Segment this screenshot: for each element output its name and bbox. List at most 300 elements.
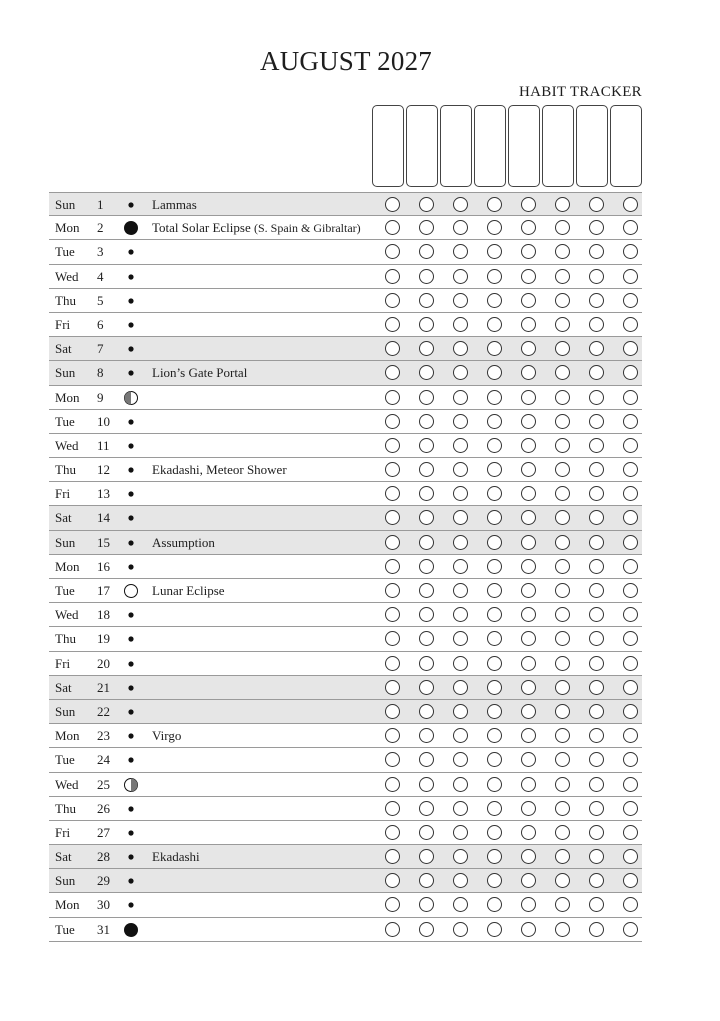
habit-check-circle[interactable] [385, 680, 400, 695]
day-dot-icon [123, 748, 139, 772]
habit-check-circle[interactable] [521, 535, 536, 550]
habit-check-circle[interactable] [453, 390, 468, 405]
habit-checkbox-group [377, 773, 642, 797]
habit-check-circle[interactable] [589, 752, 604, 767]
habit-check-circle[interactable] [385, 897, 400, 912]
habit-check-circle[interactable] [589, 197, 604, 212]
habit-checkbox-group [377, 676, 642, 700]
habit-check-circle[interactable] [419, 583, 434, 598]
habit-check-circle[interactable] [453, 873, 468, 888]
habit-check-circle[interactable] [385, 486, 400, 501]
habit-check-circle[interactable] [385, 873, 400, 888]
habit-check-circle[interactable] [521, 607, 536, 622]
habit-check-circle[interactable] [419, 680, 434, 695]
habit-check-circle[interactable] [623, 752, 638, 767]
habit-check-circle[interactable] [555, 535, 570, 550]
habit-check-circle[interactable] [453, 607, 468, 622]
day-dot-icon [123, 821, 139, 845]
habit-check-circle[interactable] [385, 510, 400, 525]
day-row-7 [49, 337, 642, 361]
habit-check-circle[interactable] [419, 244, 434, 259]
habit-check-circle[interactable] [589, 414, 604, 429]
habit-check-circle[interactable] [385, 244, 400, 259]
habit-check-circle[interactable] [453, 656, 468, 671]
habit-check-circle[interactable] [487, 825, 502, 840]
habit-check-circle[interactable] [487, 269, 502, 284]
day-dot-icon [123, 313, 139, 337]
habit-check-circle[interactable] [385, 293, 400, 308]
habit-check-circle[interactable] [487, 390, 502, 405]
habit-check-circle[interactable] [453, 535, 468, 550]
habit-check-circle[interactable] [419, 365, 434, 380]
habit-check-circle[interactable] [623, 728, 638, 743]
habit-check-circle[interactable] [589, 269, 604, 284]
habit-check-circle[interactable] [385, 704, 400, 719]
habit-check-circle[interactable] [589, 922, 604, 937]
habit-check-circle[interactable] [555, 390, 570, 405]
habit-check-circle[interactable] [623, 704, 638, 719]
event-label [152, 579, 225, 603]
habit-check-circle[interactable] [453, 704, 468, 719]
habit-check-circle[interactable] [385, 801, 400, 816]
habit-check-circle[interactable] [623, 220, 638, 235]
habit-check-circle[interactable] [589, 656, 604, 671]
habit-check-circle[interactable] [521, 365, 536, 380]
habit-check-circle[interactable] [521, 462, 536, 477]
habit-check-circle[interactable] [453, 922, 468, 937]
habit-check-circle[interactable] [623, 390, 638, 405]
habit-check-circle[interactable] [419, 269, 434, 284]
habit-check-circle[interactable] [453, 438, 468, 453]
habit-check-circle[interactable] [419, 801, 434, 816]
habit-check-circle[interactable] [521, 438, 536, 453]
habit-check-circle[interactable] [555, 244, 570, 259]
habit-check-circle[interactable] [623, 341, 638, 356]
habit-check-circle[interactable] [521, 752, 536, 767]
habit-check-circle[interactable] [623, 438, 638, 453]
habit-check-circle[interactable] [555, 897, 570, 912]
habit-check-circle[interactable] [521, 559, 536, 574]
habit-check-circle[interactable] [453, 365, 468, 380]
day-row-9 [49, 386, 642, 410]
habit-check-circle[interactable] [419, 849, 434, 864]
habit-check-circle[interactable] [419, 728, 434, 743]
habit-check-circle[interactable] [487, 728, 502, 743]
habit-check-circle[interactable] [521, 656, 536, 671]
habit-check-circle[interactable] [623, 801, 638, 816]
day-number: 7 [97, 341, 104, 357]
habit-check-circle[interactable] [589, 220, 604, 235]
habit-check-circle[interactable] [623, 244, 638, 259]
habit-check-circle[interactable] [487, 365, 502, 380]
habit-check-circle[interactable] [453, 680, 468, 695]
habit-check-circle[interactable] [589, 777, 604, 792]
day-of-week: Sat [55, 849, 72, 865]
habit-check-circle[interactable] [419, 656, 434, 671]
habit-check-circle[interactable] [487, 704, 502, 719]
habit-checkbox-group [377, 313, 642, 337]
habit-check-circle[interactable] [589, 535, 604, 550]
habit-check-circle[interactable] [589, 897, 604, 912]
habit-check-circle[interactable] [623, 583, 638, 598]
habit-check-circle[interactable] [487, 486, 502, 501]
habit-check-circle[interactable] [453, 269, 468, 284]
habit-check-circle[interactable] [487, 656, 502, 671]
habit-check-circle[interactable] [623, 269, 638, 284]
habit-check-circle[interactable] [589, 631, 604, 646]
day-number: 4 [97, 268, 104, 284]
day-row-12 [49, 458, 642, 482]
habit-check-circle[interactable] [419, 631, 434, 646]
habit-check-circle[interactable] [555, 631, 570, 646]
habit-check-circle[interactable] [555, 365, 570, 380]
habit-check-circle[interactable] [521, 897, 536, 912]
habit-check-circle[interactable] [555, 341, 570, 356]
habit-check-circle[interactable] [589, 510, 604, 525]
habit-check-circle[interactable] [453, 462, 468, 477]
habit-check-circle[interactable] [555, 269, 570, 284]
habit-check-circle[interactable] [555, 438, 570, 453]
habit-check-circle[interactable] [555, 656, 570, 671]
habit-check-circle[interactable] [453, 752, 468, 767]
day-dot-icon [123, 337, 139, 361]
day-row-10 [49, 410, 642, 434]
habit-check-circle[interactable] [487, 510, 502, 525]
day-number: 13 [97, 486, 110, 502]
habit-check-circle[interactable] [521, 583, 536, 598]
habit-check-circle[interactable] [385, 849, 400, 864]
habit-check-circle[interactable] [521, 510, 536, 525]
habit-check-circle[interactable] [623, 656, 638, 671]
day-of-week: Tue [55, 413, 75, 429]
habit-name-box-8[interactable] [610, 105, 642, 187]
habit-check-circle[interactable] [385, 583, 400, 598]
habit-check-circle[interactable] [385, 462, 400, 477]
day-of-week: Thu [55, 631, 76, 647]
habit-check-circle[interactable] [555, 510, 570, 525]
habit-check-circle[interactable] [385, 390, 400, 405]
habit-check-circle[interactable] [623, 680, 638, 695]
habit-check-circle[interactable] [521, 390, 536, 405]
habit-check-circle[interactable] [487, 293, 502, 308]
habit-check-circle[interactable] [419, 825, 434, 840]
habit-checkbox-group [377, 193, 642, 217]
habit-check-circle[interactable] [589, 365, 604, 380]
habit-check-circle[interactable] [385, 728, 400, 743]
habit-check-circle[interactable] [487, 873, 502, 888]
habit-check-circle[interactable] [623, 197, 638, 212]
habit-check-circle[interactable] [419, 704, 434, 719]
habit-check-circle[interactable] [521, 777, 536, 792]
habit-check-circle[interactable] [385, 365, 400, 380]
habit-check-circle[interactable] [419, 922, 434, 937]
habit-check-circle[interactable] [521, 728, 536, 743]
habit-check-circle[interactable] [385, 317, 400, 332]
habit-check-circle[interactable] [453, 220, 468, 235]
habit-name-box-1[interactable] [372, 105, 404, 187]
habit-check-circle[interactable] [623, 777, 638, 792]
new-moon-icon [123, 918, 139, 942]
habit-check-circle[interactable] [487, 220, 502, 235]
habit-check-circle[interactable] [419, 486, 434, 501]
habit-check-circle[interactable] [419, 414, 434, 429]
habit-check-circle[interactable] [555, 849, 570, 864]
habit-check-circle[interactable] [385, 220, 400, 235]
habit-check-circle[interactable] [589, 607, 604, 622]
habit-check-circle[interactable] [521, 293, 536, 308]
habit-check-circle[interactable] [419, 777, 434, 792]
habit-check-circle[interactable] [487, 583, 502, 598]
habit-check-circle[interactable] [623, 607, 638, 622]
day-of-week: Wed [55, 437, 79, 453]
habit-check-circle[interactable] [419, 873, 434, 888]
day-of-week: Sat [55, 510, 72, 526]
habit-check-circle[interactable] [487, 897, 502, 912]
habit-check-circle[interactable] [589, 317, 604, 332]
habit-check-circle[interactable] [487, 317, 502, 332]
habit-check-circle[interactable] [521, 220, 536, 235]
habit-check-circle[interactable] [521, 631, 536, 646]
habit-check-circle[interactable] [385, 438, 400, 453]
habit-check-circle[interactable] [623, 631, 638, 646]
habit-check-circle[interactable] [623, 535, 638, 550]
habit-check-circle[interactable] [623, 317, 638, 332]
habit-check-circle[interactable] [453, 849, 468, 864]
day-number: 21 [97, 679, 110, 695]
day-dot-icon [123, 458, 139, 482]
first-quarter-icon [123, 386, 139, 410]
day-row-13 [49, 482, 642, 506]
habit-checkbox-group [377, 265, 642, 289]
habit-check-circle[interactable] [555, 680, 570, 695]
habit-check-circle[interactable] [419, 317, 434, 332]
habit-check-circle[interactable] [589, 801, 604, 816]
habit-check-circle[interactable] [521, 486, 536, 501]
habit-check-circle[interactable] [623, 293, 638, 308]
habit-check-circle[interactable] [385, 777, 400, 792]
habit-check-circle[interactable] [589, 390, 604, 405]
habit-check-circle[interactable] [487, 438, 502, 453]
habit-checkbox-group [377, 724, 642, 748]
habit-check-circle[interactable] [453, 293, 468, 308]
habit-check-circle[interactable] [385, 631, 400, 646]
habit-check-circle[interactable] [589, 825, 604, 840]
habit-checkbox-group [377, 579, 642, 603]
habit-check-circle[interactable] [487, 559, 502, 574]
habit-check-circle[interactable] [453, 510, 468, 525]
habit-check-circle[interactable] [487, 752, 502, 767]
habit-check-circle[interactable] [487, 607, 502, 622]
habit-check-circle[interactable] [555, 486, 570, 501]
habit-check-circle[interactable] [385, 559, 400, 574]
habit-check-circle[interactable] [521, 414, 536, 429]
habit-check-circle[interactable] [623, 559, 638, 574]
habit-check-circle[interactable] [555, 583, 570, 598]
habit-check-circle[interactable] [623, 414, 638, 429]
habit-check-circle[interactable] [419, 197, 434, 212]
habit-check-circle[interactable] [487, 631, 502, 646]
habit-check-circle[interactable] [555, 414, 570, 429]
day-dot-icon [123, 506, 139, 530]
day-dot-icon [123, 603, 139, 627]
habit-check-circle[interactable] [385, 269, 400, 284]
habit-check-circle[interactable] [419, 897, 434, 912]
habit-check-circle[interactable] [589, 728, 604, 743]
habit-check-circle[interactable] [555, 777, 570, 792]
habit-check-circle[interactable] [419, 752, 434, 767]
habit-check-circle[interactable] [589, 438, 604, 453]
habit-check-circle[interactable] [555, 752, 570, 767]
habit-check-circle[interactable] [419, 438, 434, 453]
habit-check-circle[interactable] [589, 704, 604, 719]
day-number: 8 [97, 365, 104, 381]
habit-check-circle[interactable] [555, 220, 570, 235]
habit-check-circle[interactable] [419, 293, 434, 308]
habit-check-circle[interactable] [521, 197, 536, 212]
habit-check-circle[interactable] [555, 825, 570, 840]
habit-checkbox-group [377, 386, 642, 410]
habit-check-circle[interactable] [555, 704, 570, 719]
day-of-week: Sun [55, 873, 76, 889]
habit-check-circle[interactable] [385, 656, 400, 671]
habit-check-circle[interactable] [487, 777, 502, 792]
habit-check-circle[interactable] [623, 849, 638, 864]
habit-check-circle[interactable] [623, 486, 638, 501]
habit-check-circle[interactable] [419, 535, 434, 550]
habit-check-circle[interactable] [555, 559, 570, 574]
habit-check-circle[interactable] [487, 922, 502, 937]
habit-check-circle[interactable] [487, 341, 502, 356]
habit-check-circle[interactable] [555, 293, 570, 308]
habit-check-circle[interactable] [453, 197, 468, 212]
habit-check-circle[interactable] [589, 462, 604, 477]
habit-check-circle[interactable] [623, 462, 638, 477]
habit-check-circle[interactable] [419, 341, 434, 356]
habit-check-circle[interactable] [385, 922, 400, 937]
habit-check-circle[interactable] [555, 728, 570, 743]
habit-check-circle[interactable] [385, 535, 400, 550]
habit-check-circle[interactable] [453, 244, 468, 259]
habit-check-circle[interactable] [555, 462, 570, 477]
habit-check-circle[interactable] [555, 317, 570, 332]
habit-name-box-2[interactable] [406, 105, 438, 187]
habit-check-circle[interactable] [521, 704, 536, 719]
habit-check-circle[interactable] [487, 462, 502, 477]
habit-check-circle[interactable] [589, 583, 604, 598]
day-of-week: Sun [55, 197, 76, 212]
habit-check-circle[interactable] [521, 341, 536, 356]
habit-check-circle[interactable] [555, 873, 570, 888]
habit-check-circle[interactable] [453, 777, 468, 792]
last-quarter-icon [123, 773, 139, 797]
habit-name-box-6[interactable] [542, 105, 574, 187]
habit-check-circle[interactable] [453, 631, 468, 646]
habit-check-circle[interactable] [589, 244, 604, 259]
habit-check-circle[interactable] [555, 801, 570, 816]
day-number: 14 [97, 510, 110, 526]
habit-check-circle[interactable] [385, 752, 400, 767]
habit-check-circle[interactable] [555, 607, 570, 622]
day-row-29 [49, 869, 642, 893]
habit-check-circle[interactable] [555, 197, 570, 212]
habit-check-circle[interactable] [419, 390, 434, 405]
habit-check-circle[interactable] [487, 849, 502, 864]
habit-check-circle[interactable] [419, 607, 434, 622]
habit-check-circle[interactable] [623, 922, 638, 937]
habit-check-circle[interactable] [453, 486, 468, 501]
day-row-21 [49, 676, 642, 700]
habit-check-circle[interactable] [521, 922, 536, 937]
habit-name-box-4[interactable] [474, 105, 506, 187]
habit-check-circle[interactable] [589, 293, 604, 308]
habit-check-circle[interactable] [419, 559, 434, 574]
habit-check-circle[interactable] [453, 559, 468, 574]
habit-check-circle[interactable] [419, 220, 434, 235]
habit-check-circle[interactable] [487, 680, 502, 695]
habit-check-circle[interactable] [623, 510, 638, 525]
habit-check-circle[interactable] [453, 728, 468, 743]
habit-check-circle[interactable] [453, 414, 468, 429]
habit-check-circle[interactable] [589, 873, 604, 888]
habit-check-circle[interactable] [589, 341, 604, 356]
habit-check-circle[interactable] [453, 825, 468, 840]
habit-check-circle[interactable] [521, 801, 536, 816]
habit-name-box-5[interactable] [508, 105, 540, 187]
habit-check-circle[interactable] [521, 317, 536, 332]
habit-check-circle[interactable] [385, 414, 400, 429]
habit-check-circle[interactable] [521, 825, 536, 840]
habit-check-circle[interactable] [419, 510, 434, 525]
habit-check-circle[interactable] [487, 414, 502, 429]
habit-checkbox-group [377, 240, 642, 264]
habit-check-circle[interactable] [453, 317, 468, 332]
habit-check-circle[interactable] [589, 486, 604, 501]
habit-check-circle[interactable] [589, 559, 604, 574]
habit-check-circle[interactable] [521, 244, 536, 259]
habit-check-circle[interactable] [589, 849, 604, 864]
habit-check-circle[interactable] [521, 849, 536, 864]
habit-check-circle[interactable] [623, 873, 638, 888]
habit-check-circle[interactable] [453, 801, 468, 816]
habit-check-circle[interactable] [555, 922, 570, 937]
habit-check-circle[interactable] [521, 680, 536, 695]
habit-checkbox-group [377, 216, 642, 240]
habit-check-circle[interactable] [487, 244, 502, 259]
habit-check-circle[interactable] [623, 897, 638, 912]
habit-check-circle[interactable] [623, 365, 638, 380]
habit-checkbox-group [377, 821, 642, 845]
habit-check-circle[interactable] [453, 341, 468, 356]
habit-check-circle[interactable] [385, 825, 400, 840]
habit-check-circle[interactable] [385, 607, 400, 622]
habit-check-circle[interactable] [589, 680, 604, 695]
habit-check-circle[interactable] [385, 341, 400, 356]
habit-name-box-3[interactable] [440, 105, 472, 187]
habit-check-circle[interactable] [487, 535, 502, 550]
habit-check-circle[interactable] [623, 825, 638, 840]
day-number: 25 [97, 776, 110, 792]
habit-check-circle[interactable] [453, 897, 468, 912]
day-of-week: Mon [55, 728, 80, 744]
habit-check-circle[interactable] [453, 583, 468, 598]
habit-name-box-7[interactable] [576, 105, 608, 187]
habit-check-circle[interactable] [385, 197, 400, 212]
habit-check-circle[interactable] [487, 801, 502, 816]
habit-check-circle[interactable] [487, 197, 502, 212]
habit-check-circle[interactable] [521, 269, 536, 284]
habit-check-circle[interactable] [521, 873, 536, 888]
habit-check-circle[interactable] [419, 462, 434, 477]
